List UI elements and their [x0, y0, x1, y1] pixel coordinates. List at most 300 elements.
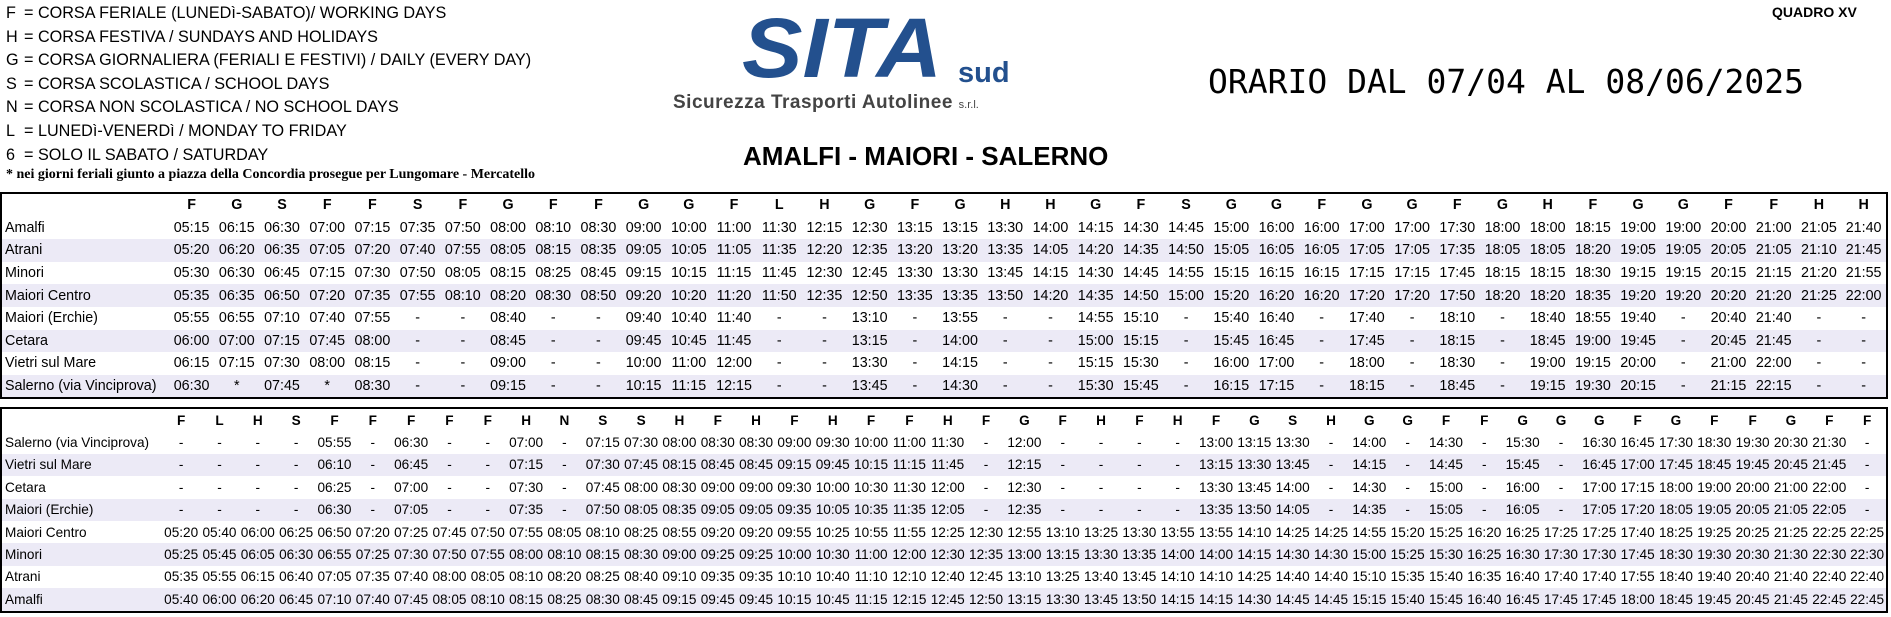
departure-time: - — [1082, 499, 1120, 521]
departure-time: 16:20 — [1299, 284, 1344, 307]
departure-time: 06:00 — [200, 588, 238, 611]
departure-time: 09:00 — [777, 435, 812, 451]
validity-period: ORARIO DAL 07/04 AL 08/06/2025 — [1208, 62, 1805, 101]
departure-time: 14:00 — [1197, 543, 1235, 565]
service-code: G — [683, 197, 695, 214]
departure-time: 14:15 — [1197, 588, 1235, 611]
service-code: H — [1326, 412, 1336, 428]
departure-time: 10:00 — [625, 355, 662, 372]
departure-time: 15:45 — [1118, 375, 1163, 399]
departure-time: - — [776, 310, 782, 327]
departure-time: 18:00 — [1658, 479, 1693, 495]
departure-time: 15:25 — [1428, 524, 1463, 540]
service-code: F — [406, 412, 416, 428]
departure-time: - — [802, 375, 847, 399]
departure-time: 14:00 — [937, 330, 982, 353]
departure-time: - — [1098, 479, 1104, 495]
service-code: G — [1632, 197, 1644, 214]
stop-name: Maiori (Erchie) — [1, 499, 162, 521]
service-code: G — [864, 197, 876, 214]
service-code: F — [1058, 412, 1067, 428]
logo-word-2: Trasporti — [770, 92, 857, 113]
service-code: G — [1361, 197, 1373, 214]
legend-text: = SOLO IL SABATO / SATURDAY — [24, 145, 269, 164]
departure-time: 08:30 — [531, 284, 576, 307]
departure-time: - — [1680, 355, 1686, 372]
departure-time: 20:45 — [1733, 588, 1771, 611]
departure-time: 08:40 — [490, 310, 526, 327]
departure-time: 16:45 — [1254, 330, 1299, 353]
departure-time: 13:45 — [1274, 454, 1312, 476]
legend-item — [6, 73, 531, 97]
service-code: F — [1825, 412, 1834, 428]
departure-time: 14:30 — [1122, 219, 1159, 236]
departure-time: 07:10 — [264, 310, 300, 327]
departure-time: 13:30 — [1235, 454, 1273, 476]
departure-time: 18:40 — [1658, 569, 1693, 585]
departure-time: 14:00 — [1352, 435, 1387, 451]
departure-time: 16:05 — [1254, 239, 1299, 262]
legend-code: N — [6, 98, 18, 117]
departure-time: 13:00 — [1005, 543, 1043, 565]
departure-time: 21:05 — [1801, 219, 1837, 236]
departure-time: 19:15 — [1665, 265, 1702, 282]
departure-time: 05:25 — [162, 543, 200, 565]
departure-time: 22:40 — [1812, 569, 1847, 585]
departure-time: 15:00 — [1163, 284, 1208, 307]
departure-time: - — [757, 330, 802, 353]
departure-time: - — [430, 499, 468, 521]
departure-time: 10:15 — [621, 375, 666, 399]
departure-time: 13:30 — [942, 265, 978, 282]
departure-time: 15:45 — [1503, 454, 1541, 476]
departure-time: 11:10 — [854, 569, 888, 585]
departure-time: 13:00 — [1199, 435, 1234, 451]
departure-time: 07:55 — [440, 239, 485, 262]
departure-time: 09:25 — [699, 543, 737, 565]
departure-time: 10:15 — [775, 588, 813, 611]
departure-time: 08:00 — [624, 479, 659, 495]
departure-time: - — [1163, 375, 1208, 399]
departure-time: 13:10 — [1045, 524, 1080, 540]
departure-time: 09:30 — [815, 435, 850, 451]
stop-name: Salerno (via Vinciprova) — [1, 375, 169, 399]
departure-time: 08:05 — [622, 499, 660, 521]
departure-time: 11:00 — [716, 219, 752, 236]
departure-time: 18:55 — [1575, 310, 1611, 327]
logo-word-3: Autolinee — [861, 92, 953, 113]
departure-time: 21:05 — [1772, 499, 1810, 521]
departure-time: - — [415, 355, 420, 372]
departure-time: - — [983, 435, 989, 451]
departure-time: 13:50 — [1120, 588, 1158, 611]
departure-time: 13:30 — [987, 219, 1024, 236]
departure-time: 18:15 — [1484, 265, 1521, 282]
service-code-row — [1, 408, 1887, 431]
service-code: H — [674, 412, 685, 428]
service-code: S — [277, 197, 287, 214]
departure-time: 09:00 — [739, 479, 774, 495]
service-code: H — [1813, 197, 1825, 214]
departure-time: 06:15 — [240, 569, 275, 585]
departure-time: - — [440, 375, 485, 399]
departure-time: 20:45 — [1772, 454, 1810, 476]
legend-item — [6, 144, 531, 168]
departure-time: - — [1661, 330, 1706, 353]
departure-time: - — [1480, 330, 1525, 353]
departure-time: 08:10 — [585, 524, 620, 540]
departure-time: 20:25 — [1735, 524, 1770, 540]
service-code: H — [252, 412, 263, 428]
departure-time: 18:40 — [1529, 310, 1566, 327]
stop-row — [1, 307, 1887, 330]
departure-time: 22:00 — [1755, 355, 1792, 372]
departure-time: 09:20 — [621, 284, 666, 307]
departure-time: 07:50 — [444, 219, 481, 236]
stop-name: Minori — [1, 543, 162, 565]
departure-time: 07:30 — [509, 479, 544, 495]
departure-time: - — [1816, 310, 1822, 327]
departure-time: 12:25 — [930, 524, 965, 540]
stop-row — [1, 454, 1887, 476]
departure-time: 14:00 — [1032, 219, 1069, 236]
departure-time: - — [415, 310, 420, 327]
departure-time: - — [1482, 479, 1487, 495]
departure-time: 17:00 — [1582, 479, 1617, 495]
departure-time: 14:10 — [1237, 524, 1272, 540]
departure-time: 15:00 — [1213, 219, 1250, 236]
departure-time: 19:00 — [1697, 479, 1732, 495]
departure-time: 21:30 — [1772, 543, 1810, 565]
departure-time: - — [983, 330, 1028, 353]
departure-time: 18:05 — [1480, 239, 1525, 262]
departure-time: 08:25 — [535, 265, 572, 282]
departure-time: 12:30 — [929, 543, 967, 565]
departure-time: 06:05 — [239, 543, 277, 565]
departure-time: 11:50 — [757, 284, 802, 307]
departure-time: 14:45 — [1427, 454, 1465, 476]
departure-time: 20:45 — [1706, 330, 1751, 353]
departure-time: 14:30 — [937, 375, 982, 399]
service-code: L — [215, 412, 224, 428]
departure-time: 14:15 — [1235, 543, 1273, 565]
legend-text: = LUNEDì-VENERDì / MONDAY TO FRIDAY — [24, 121, 347, 140]
service-code: G — [1594, 412, 1605, 428]
departure-time: 09:05 — [699, 499, 737, 521]
departure-time: - — [550, 355, 556, 372]
departure-time: 20:05 — [1733, 499, 1771, 521]
departure-time: - — [1175, 435, 1180, 451]
departure-time: 16:05 — [1299, 239, 1344, 262]
departure-time: - — [1542, 454, 1580, 476]
departure-time: 10:15 — [670, 265, 707, 282]
departure-time: - — [447, 479, 452, 495]
departure-time: * — [214, 375, 259, 399]
service-code: F — [177, 412, 186, 428]
departure-time: 13:45 — [847, 375, 892, 399]
departure-time: 07:40 — [394, 569, 429, 585]
departure-time: 05:15 — [173, 219, 210, 236]
departure-time: 09:25 — [737, 543, 775, 565]
departure-time: 09:00 — [660, 543, 698, 565]
departure-time: 16:45 — [1620, 435, 1655, 451]
departure-time: 08:30 — [700, 435, 735, 451]
departure-time: 19:05 — [1661, 239, 1706, 262]
service-code: F — [1769, 197, 1779, 214]
departure-time: 17:25 — [1543, 524, 1578, 540]
departure-time: 21:00 — [1773, 479, 1808, 495]
departure-time: 12:15 — [890, 588, 928, 611]
departure-time: 07:30 — [624, 435, 659, 451]
departure-time: 12:45 — [929, 588, 967, 611]
departure-time: 07:50 — [430, 543, 468, 565]
service-code: G — [1019, 412, 1030, 428]
legend-text: = CORSA FERIALE (LUNEDì-SABATO)/ WORKING DAYS — [24, 4, 447, 22]
departure-time: - — [395, 330, 440, 353]
departure-time: 12:15 — [806, 219, 843, 236]
timetable-amalfi-salerno — [0, 192, 1888, 399]
departure-time: - — [370, 479, 376, 495]
departure-time: 12:15 — [1005, 454, 1043, 476]
departure-time: 13:15 — [847, 330, 892, 353]
departure-time: 14:30 — [1235, 588, 1273, 611]
departure-time: 08:25 — [545, 588, 583, 611]
departure-time: 16:15 — [1209, 375, 1254, 399]
departure-time: 17:15 — [1348, 265, 1385, 282]
departure-time: 20:20 — [1706, 284, 1751, 307]
departure-time: 14:35 — [1118, 239, 1163, 262]
departure-time: 12:35 — [1005, 499, 1043, 521]
stop-name: Atrani — [5, 569, 41, 585]
departure-time: 12:30 — [806, 265, 843, 282]
departure-time: - — [531, 375, 576, 399]
logo-main: SITA — [742, 10, 942, 85]
departure-time: - — [395, 375, 440, 399]
departure-time: - — [1848, 499, 1886, 521]
departure-time: - — [293, 479, 299, 495]
departure-time: 21:25 — [1796, 284, 1841, 307]
departure-time: 17:30 — [1542, 543, 1580, 565]
departure-time: 17:45 — [1657, 454, 1695, 476]
service-code: F — [1441, 412, 1451, 428]
departure-time: - — [1409, 355, 1415, 372]
departure-time: 15:30 — [1073, 375, 1118, 399]
departure-time: 09:10 — [662, 569, 697, 585]
departure-time: 13:15 — [942, 219, 978, 236]
service-code: F — [905, 412, 914, 428]
legend-code: G — [6, 51, 19, 70]
stop-name: Salerno (via Vinciprova) — [5, 435, 150, 451]
departure-time: 06:25 — [317, 479, 352, 495]
service-code: H — [1045, 197, 1056, 214]
departure-time: 06:40 — [279, 569, 314, 585]
logo-tagline — [673, 92, 1093, 114]
departure-time: 14:15 — [1350, 454, 1388, 476]
departure-time: 10:05 — [814, 499, 852, 521]
departure-time: 07:45 — [432, 524, 467, 540]
departure-time: 08:30 — [622, 543, 660, 565]
departure-time: 14:25 — [1313, 524, 1349, 540]
departure-time: 06:30 — [218, 265, 255, 282]
departure-time: 13:30 — [851, 355, 888, 372]
departure-time: - — [460, 355, 466, 372]
stop-row — [1, 588, 1887, 611]
departure-time: 13:30 — [1199, 479, 1234, 495]
departure-time: 10:00 — [815, 479, 850, 495]
service-code: G — [502, 197, 514, 214]
departure-time: - — [912, 310, 918, 327]
departure-time: 06:20 — [214, 239, 259, 262]
service-code: H — [1172, 412, 1183, 428]
departure-time: - — [1299, 375, 1344, 399]
departure-time: 07:15 — [354, 219, 391, 236]
departure-time: 21:20 — [1751, 284, 1796, 307]
departure-time: - — [178, 479, 184, 495]
departure-time: 12:05 — [929, 499, 967, 521]
departure-time: 07:15 — [309, 265, 346, 282]
departure-time: 07:40 — [395, 239, 440, 262]
departure-time: 21:45 — [1772, 588, 1810, 611]
departure-time: - — [1137, 435, 1142, 451]
departure-time: 08:30 — [584, 588, 622, 611]
departure-time: 21:10 — [1796, 239, 1841, 262]
departure-time: 22:25 — [1812, 524, 1847, 540]
departure-time: 21:30 — [1812, 435, 1847, 451]
departure-time: - — [1389, 375, 1434, 399]
departure-time: 06:10 — [315, 454, 353, 476]
departure-time: 17:55 — [1620, 569, 1655, 585]
departure-time: 06:00 — [240, 524, 275, 540]
departure-time: - — [1137, 479, 1142, 495]
departure-time: 19:15 — [1620, 265, 1656, 282]
departure-time: 15:45 — [1209, 330, 1254, 353]
departure-time: 13:15 — [1005, 588, 1043, 611]
service-code: F — [1317, 197, 1327, 214]
departure-time: 13:30 — [896, 265, 933, 282]
departure-time: 20:30 — [1733, 543, 1771, 565]
departure-time: 05:20 — [169, 239, 214, 262]
service-code: G — [1364, 412, 1375, 428]
departure-time: - — [1183, 310, 1189, 327]
departure-time: - — [1120, 454, 1158, 476]
departure-time: 10:05 — [666, 239, 711, 262]
departure-time: 15:35 — [1390, 569, 1425, 585]
departure-time: 08:05 — [470, 569, 505, 585]
departure-time: 15:05 — [1209, 239, 1254, 262]
departure-time: 17:00 — [1348, 219, 1385, 236]
departure-time: 09:35 — [739, 569, 774, 585]
legend-item — [6, 96, 531, 120]
departure-time: 06:00 — [169, 330, 214, 353]
departure-time: 13:40 — [1084, 569, 1119, 585]
departure-time: 07:30 — [584, 454, 622, 476]
departure-time: - — [1328, 435, 1334, 451]
departure-time: 17:45 — [1439, 265, 1476, 282]
service-code: F — [1588, 197, 1598, 214]
departure-time: 08:15 — [354, 355, 391, 372]
departure-time: 12:00 — [890, 543, 928, 565]
departure-time: 14:15 — [942, 355, 978, 372]
departure-time: 07:25 — [394, 524, 429, 540]
departure-time: 21:25 — [1773, 524, 1808, 540]
departure-time: - — [217, 479, 222, 495]
departure-time: 08:10 — [440, 284, 485, 307]
departure-time: 07:35 — [355, 569, 390, 585]
departure-time: - — [1183, 355, 1189, 372]
departure-time: 21:45 — [1810, 454, 1848, 476]
departure-time: - — [1048, 310, 1053, 327]
departure-time: 07:40 — [354, 588, 392, 611]
departure-time: 07:45 — [305, 330, 350, 353]
departure-time: 15:15 — [1350, 588, 1388, 611]
departure-time: 11:55 — [892, 524, 926, 540]
service-code: F — [1135, 412, 1144, 428]
logo-suffix: sud — [958, 57, 1010, 85]
departure-time: 18:35 — [1570, 284, 1615, 307]
service-code: L — [774, 197, 784, 214]
departure-time: 13:30 — [1122, 524, 1157, 540]
service-code: F — [1710, 412, 1719, 428]
legend-code: F — [6, 4, 16, 22]
departure-time: - — [776, 355, 782, 372]
departure-time: 18:05 — [1525, 239, 1570, 262]
departure-time: - — [1861, 355, 1866, 372]
service-code: G — [1496, 197, 1509, 214]
departure-time: 12:55 — [1007, 524, 1042, 540]
departure-time: - — [1389, 454, 1427, 476]
departure-time: 08:30 — [350, 375, 395, 399]
departure-time: 08:20 — [547, 569, 582, 585]
departure-time: 16:40 — [1258, 310, 1295, 327]
departure-time: - — [822, 310, 827, 327]
timetable-salerno-amalfi — [0, 407, 1888, 613]
departure-time: - — [1120, 499, 1158, 521]
departure-time: 14:30 — [1312, 543, 1350, 565]
departure-time: 05:45 — [200, 543, 238, 565]
departure-time: 08:00 — [350, 330, 395, 353]
service-code: G — [638, 197, 650, 214]
departure-time: 19:00 — [1620, 219, 1656, 236]
departure-time: 13:30 — [1082, 543, 1120, 565]
departure-time: - — [596, 355, 601, 372]
departure-time: 12:10 — [892, 569, 927, 585]
departure-time: 09:35 — [775, 499, 813, 521]
service-code: H — [521, 412, 532, 428]
departure-time: - — [1002, 310, 1008, 327]
departure-time: 11:35 — [890, 499, 928, 521]
departure-time: 12:35 — [967, 543, 1005, 565]
departure-time: 20:15 — [1710, 265, 1747, 282]
departure-time: 10:45 — [814, 588, 852, 611]
departure-time: - — [370, 435, 376, 451]
departure-time: 15:10 — [1122, 310, 1159, 327]
departure-time: 13:45 — [1082, 588, 1120, 611]
service-code: F — [1480, 412, 1489, 428]
departure-time: 07:05 — [317, 569, 352, 585]
departure-time: 13:30 — [1044, 588, 1082, 611]
departure-time: 11:35 — [757, 239, 802, 262]
departure-time: 14:05 — [1274, 499, 1312, 521]
legend-code: L — [6, 121, 16, 140]
service-code: F — [981, 412, 991, 428]
departure-time: - — [178, 435, 184, 451]
departure-time: 08:10 — [509, 569, 544, 585]
service-code: F — [713, 412, 722, 428]
departure-time: - — [1816, 355, 1822, 372]
departure-time: - — [1848, 454, 1886, 476]
departure-time: 14:35 — [1350, 499, 1388, 521]
departure-time: 12:15 — [711, 375, 756, 399]
